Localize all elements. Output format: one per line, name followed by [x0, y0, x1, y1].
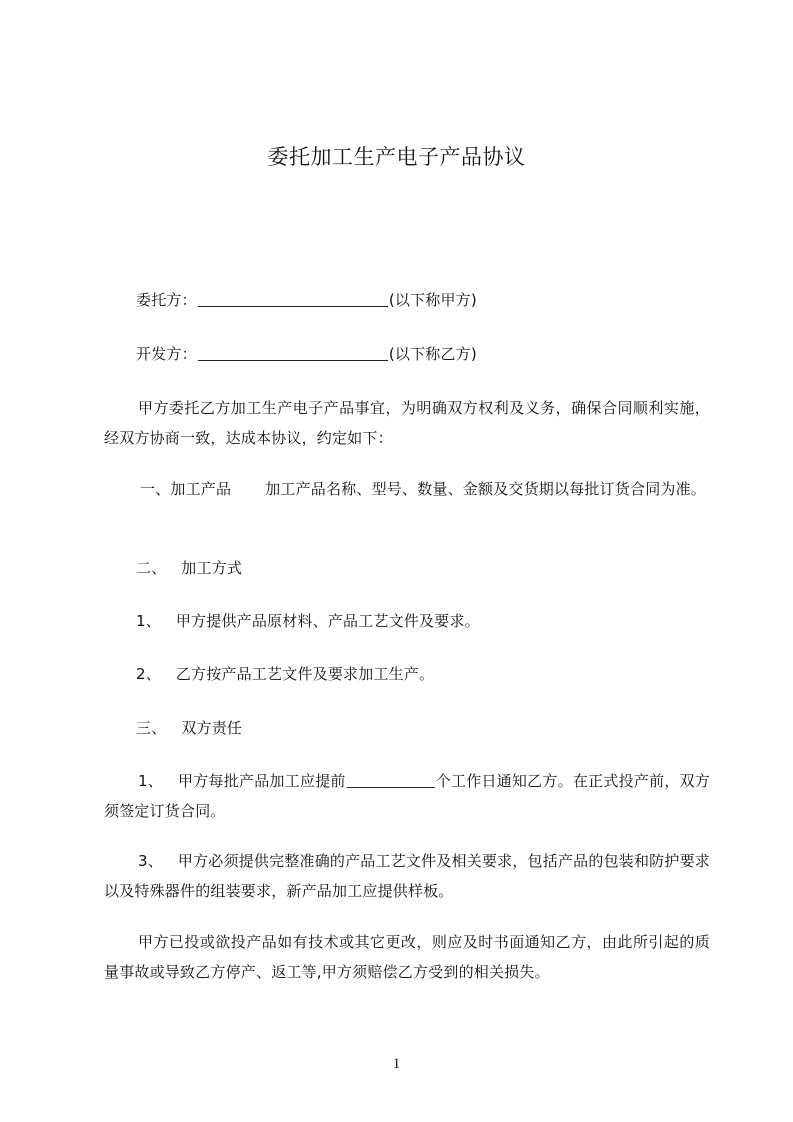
section-3-item-3: 3、 甲方必须提供完整准确的产品工艺文件及相关要求，包括产品的包装和防护要求以及特殊器件的组装要求，新产品加工应提供样板。 — [104, 852, 710, 900]
change-clause-paragraph: 甲方已投或欲投产品如有技术或其它更改，则应及时书面通知乙方，由此所引起的质量事故或导致乙方停产、返工等,甲方须赔偿乙方受到的相关损失。 — [104, 933, 710, 981]
section-1-heading: 一、加工产品 — [140, 480, 232, 498]
client-name-blank — [198, 290, 388, 307]
notice-days-blank — [347, 771, 435, 788]
section-3-heading: 三、 双方责任 — [136, 719, 243, 737]
developer-name-blank — [198, 344, 388, 361]
section-2-item-2: 2、 乙方按产品工艺文件及要求加工生产。 — [136, 665, 435, 683]
section-2-heading: 二、 加工方式 — [136, 559, 243, 577]
intro-paragraph: 甲方委托乙方加工生产电子产品事宜，为明确双方权利及义务，确保合同顺利实施，经双方协商一致，达成本协议，约定如下： — [104, 399, 710, 447]
section-3-item-1 — [104, 766, 710, 826]
section-1-paragraph — [104, 474, 710, 504]
client-label: 委托方： — [136, 291, 197, 309]
section-3-item-1-prefix: 1、 甲方每批产品加工应提前 — [138, 772, 346, 790]
client-party-line — [104, 285, 712, 315]
section-1-text: 加工产品名称、型号、数量、金额及交货期以每批订货合同为准。 — [265, 480, 707, 498]
section-3-item-1-suffix: 个工作日通知乙方。在正式投产前，双方须签定订货合同。 — [104, 772, 710, 820]
section-2-item-1: 1、 甲方提供产品原材料、产品工艺文件及要求。 — [136, 612, 480, 630]
developer-party-line — [104, 339, 712, 369]
document-title: 委托加工生产电子产品协议 — [267, 145, 526, 169]
client-suffix: (以下称甲方) — [388, 291, 477, 309]
developer-label: 开发方： — [136, 345, 197, 363]
developer-suffix: (以下称乙方) — [388, 345, 477, 363]
page-number: 1 — [392, 1056, 401, 1072]
